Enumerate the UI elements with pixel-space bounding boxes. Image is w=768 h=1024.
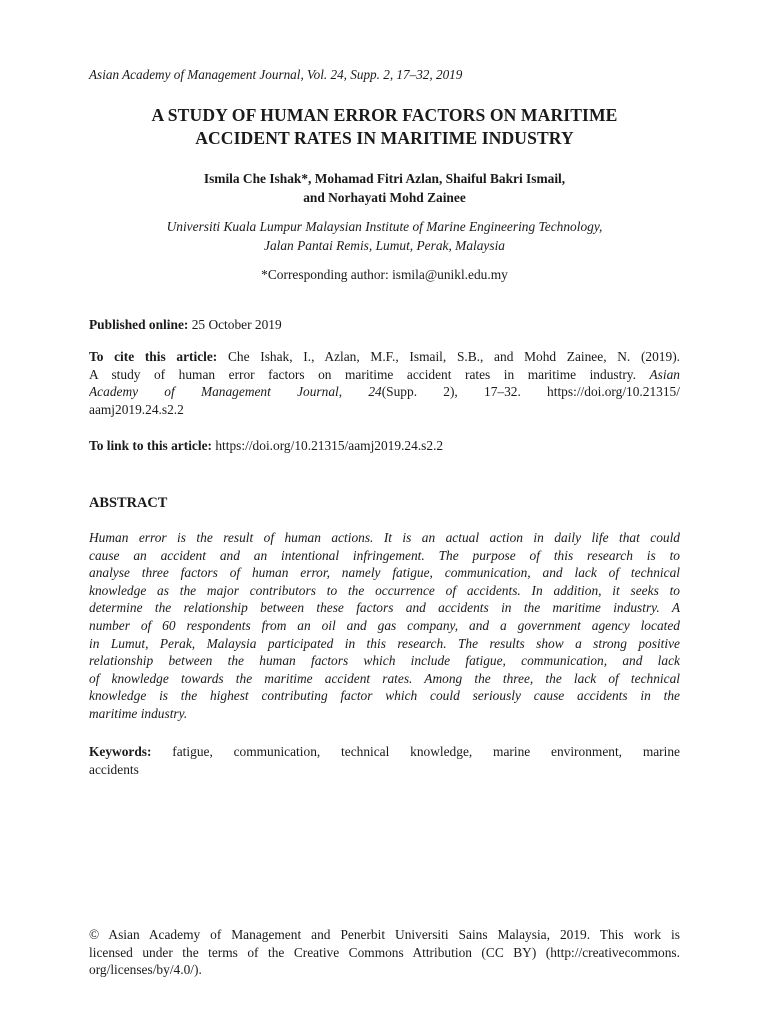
cite-journal-part-1: Asian [649, 366, 680, 382]
abstract-heading: ABSTRACT [89, 495, 168, 511]
published-online [89, 316, 680, 334]
keywords-label: Keywords: [89, 744, 152, 759]
cite-line-4: aamj2019.24.s2.2 [89, 401, 184, 417]
cite-line-3: (Supp. 2), 17–32. https://doi.org/10.21315/ [381, 384, 680, 400]
affiliation-line-1: Universiti Kuala Lumpur Malaysian Institute of Marine Engineering Technology, [166, 219, 603, 234]
abstract-line: knowledge as the major contributors to the occurrence of accidents. In addition, it seeks to [89, 582, 680, 598]
citation-block [89, 348, 680, 418]
copyright-notice [89, 926, 680, 979]
cite-line-2: A study of human error factors on maritime accident rates in maritime industry. [89, 366, 650, 382]
abstract-text [89, 529, 680, 723]
abstract-line: knowledge is the highest contributing factor which could seriously cause accidents in the [89, 688, 680, 704]
keywords [89, 743, 680, 778]
corresponding-author: *Corresponding author: ismila@unikl.edu.my [261, 267, 508, 282]
cite-comma: , [338, 384, 369, 400]
abstract-line: analyse three factors of human error, namely fatigue, communication, and lack of technical [89, 565, 680, 581]
published-date: 25 October 2019 [188, 317, 282, 332]
cite-journal-part-2: Academy of Management Journal [89, 384, 339, 400]
abstract-line: Human error is the result of human actions. It is an actual action in daily life that could [89, 530, 680, 545]
author-list [89, 169, 680, 207]
author-line-1: Ismila Che Ishak*, Mohamad Fitri Azlan, Shaiful Bakri Ismail, [203, 171, 566, 186]
link-url[interactable]: https://doi.org/10.21315/aamj2019.24.s2.2 [212, 438, 444, 453]
published-label: Published online: [89, 317, 189, 332]
copyright-line: org/licenses/by/4.0/). [89, 962, 202, 978]
abstract-line: cause an accident and an intentional infringement. The purpose of this research is to [89, 547, 680, 563]
affiliation-line-2: Jalan Pantai Remis, Lumut, Perak, Malaysia [264, 238, 505, 253]
paper-title [69, 104, 700, 150]
copyright-line: licensed under the terms of the Creative Commons Attribution (CC BY) (http://creativecommons. [89, 944, 680, 960]
article-link [89, 437, 680, 455]
paper-title-line-1: A STUDY OF HUMAN ERROR FACTORS ON MARITIME [151, 105, 618, 125]
abstract-line: in Lumut, Perak, Malaysia participated in this research. The results show a strong positive [89, 635, 680, 651]
abstract-line: of knowledge towards the maritime accident rates. Among the three, the lack of technical [89, 670, 680, 686]
cite-volume: 24 [368, 384, 382, 400]
keywords-line-2: accidents [89, 761, 139, 777]
link-label: To link to this article: [89, 438, 212, 453]
copyright-line: © Asian Academy of Management and Penerbit Universiti Sains Malaysia, 2019. This work is [89, 927, 680, 942]
keywords-line-1: fatigue, communication, technical knowledge, marine environment, marine [151, 744, 680, 759]
cite-label: To cite this article: [89, 349, 218, 364]
paper-title-line-2: ACCIDENT RATES IN MARITIME INDUSTRY [195, 128, 574, 148]
cite-line-1: Che Ishak, I., Azlan, M.F., Ismail, S.B., and Mohd Zainee, N. (2019). [217, 349, 680, 364]
author-affiliation [89, 217, 680, 255]
journal-citation-header: Asian Academy of Management Journal, Vol. 24, Supp. 2, 17–32, 2019 [89, 67, 463, 82]
author-line-2: and Norhayati Mohd Zainee [303, 190, 466, 205]
abstract-line: determine the relationship between these factors and accidents in the maritime industry. A [89, 600, 680, 616]
abstract-line: number of 60 respondents from an oil and gas company, and a government agency located [89, 617, 680, 633]
abstract-line: maritime industry. [89, 705, 188, 721]
abstract-line: relationship between the human factors which include fatigue, communication, and lack [89, 653, 680, 669]
